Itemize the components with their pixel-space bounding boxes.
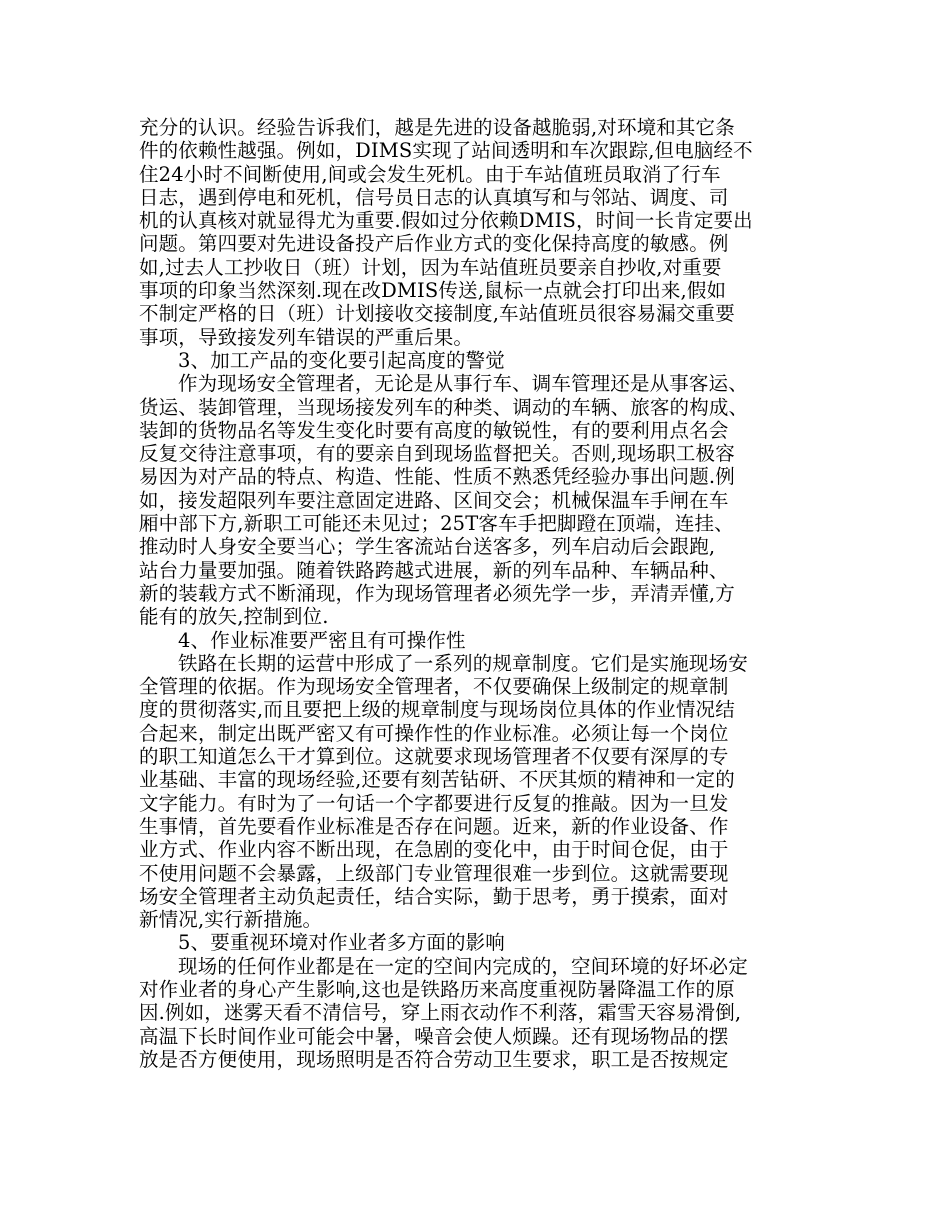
text-line: 如，接发超限列车要注意固定进路、区间交会；机械保温车手闸在车 [139, 488, 729, 512]
text-line: 4、作业标准要严密且有可操作性 [178, 628, 466, 652]
text-line: 厢中部下方,新职工可能还未见过；25T客车手把脚蹬在顶端，连挂、 [139, 512, 734, 536]
text-line: 问题。第四要对先进设备投产后作业方式的变化保持高度的敏感。例 [139, 232, 729, 256]
text-line: 不使用问题不会暴露，上级部门专业管理很难一步到位。这就需要现 [139, 861, 729, 885]
text-line: 充分的认识。经验告诉我们，越是先进的设备越脆弱,对环境和其它条 [139, 116, 735, 139]
text-line: 不制定严格的日（班）计划接收交接制度,车站值班员很容易漏交重要 [139, 302, 735, 326]
text-line: 现场的任何作业都是在一定的空间内完成的，空间环境的好坏必定 [178, 954, 748, 978]
text-line: 铁路在长期的运营中形成了一系列的规章制度。它们是实施现场安 [178, 651, 748, 675]
text-line: 住24小时不间断使用,间或会发生死机。由于车站值班员取消了行车 [139, 162, 721, 186]
text-line: 因.例如，迷雾天看不清信号，穿上雨衣动作不利落，霜雪天容易滑倒, [139, 1001, 742, 1025]
text-line: 度的贯彻落实,而且要把上级的规章制度与现场岗位具体的作业情况结 [139, 698, 735, 722]
text-line: 反复交待注意事项，有的要亲自到现场监督把关。否则,现场职工极容 [139, 442, 735, 466]
text-line: 场安全管理者主动负起责任，结合实际，勤于思考，勇于摸索，面对 [139, 884, 729, 908]
text-line: 合起来，制定出既严密又有可操作性的作业标准。必须让每一个岗位 [139, 721, 729, 745]
text-line: 全管理的依据。作为现场安全管理者，不仅要确保上级制定的规章制 [139, 675, 729, 699]
text-line: 放是否方便使用，现场照明是否符合劳动卫生要求，职工是否按规定 [139, 1047, 729, 1071]
text-line: 推动时人身安全要当心；学生客流站台送客多，列车启动后会跟跑, [139, 535, 716, 559]
text-line: 5、要重视环境对作业者多方面的影响 [178, 931, 505, 955]
text-line: 货运、装卸管理，当现场接发列车的种类、调动的车辆、旅客的构成、 [139, 395, 749, 419]
text-line: 日志，遇到停电和死机，信号员日志的认真填写和与邻站、调度、司 [139, 185, 729, 209]
text-line: 新的装载方式不断涌现，作为现场管理者必须先学一步，弄清弄懂,方 [139, 581, 735, 605]
text-line: 站台力量要加强。随着铁路跨越式进展，新的列车品种、车辆品种、 [139, 558, 729, 582]
text-line: 业基础、丰富的现场经验,还要有刻苦钻研、不厌其烦的精神和一定的 [139, 768, 735, 792]
text-line: 事项的印象当然深刻.现在改DMIS传送,鼠标一点就会打印出来,假如 [139, 279, 727, 303]
text-line: 新情况,实行新措施。 [139, 908, 323, 932]
text-line: 业方式、作业内容不断出现，在急剧的变化中，由于时间仓促，由于 [139, 838, 729, 862]
text-line: 3、加工产品的变化要引起高度的警觉 [178, 348, 505, 372]
text-line: 文字能力。有时为了一句话一个字都要进行反复的推敲。因为一旦发 [139, 791, 729, 815]
text-line: 生事情，首先要看作业标准是否存在问题。近来，新的作业设备、作 [139, 814, 729, 838]
text-line: 事项，导致接发列车错误的严重后果。 [139, 325, 474, 349]
text-line: 易因为对产品的特点、构造、性能、性质不熟悉凭经验办事出问题.例 [139, 465, 735, 489]
document-body [139, 116, 817, 1071]
text-line: 如,过去人工抄收日（班）计划，因为车站值班员要亲自抄收,对重要 [139, 255, 722, 279]
text-line: 对作业者的身心产生影响,这也是铁路历来高度重视防暑降温工作的原 [139, 977, 735, 1001]
text-line: 的职工知道怎么干才算到位。这就要求现场管理者不仅要有深厚的专 [139, 745, 729, 769]
text-line: 高温下长时间作业可能会中暑，噪音会使人烦躁。还有现场物品的摆 [139, 1024, 729, 1048]
text-line: 能有的放矢,控制到位. [139, 605, 329, 629]
text-line: 作为现场安全管理者，无论是从事行车、调车管理还是从事客运、 [178, 372, 748, 396]
text-line: 机的认真核对就显得尤为重要.假如过分依赖DMIS，时间一长肯定要出 [139, 209, 753, 233]
text-line: 件的依赖性越强。例如，DIMS实现了站间透明和车次跟踪,但电脑经不 [139, 139, 753, 163]
text-line: 装卸的货物品名等发生变化时要有高度的敏锐性，有的要利用点名会 [139, 418, 729, 442]
